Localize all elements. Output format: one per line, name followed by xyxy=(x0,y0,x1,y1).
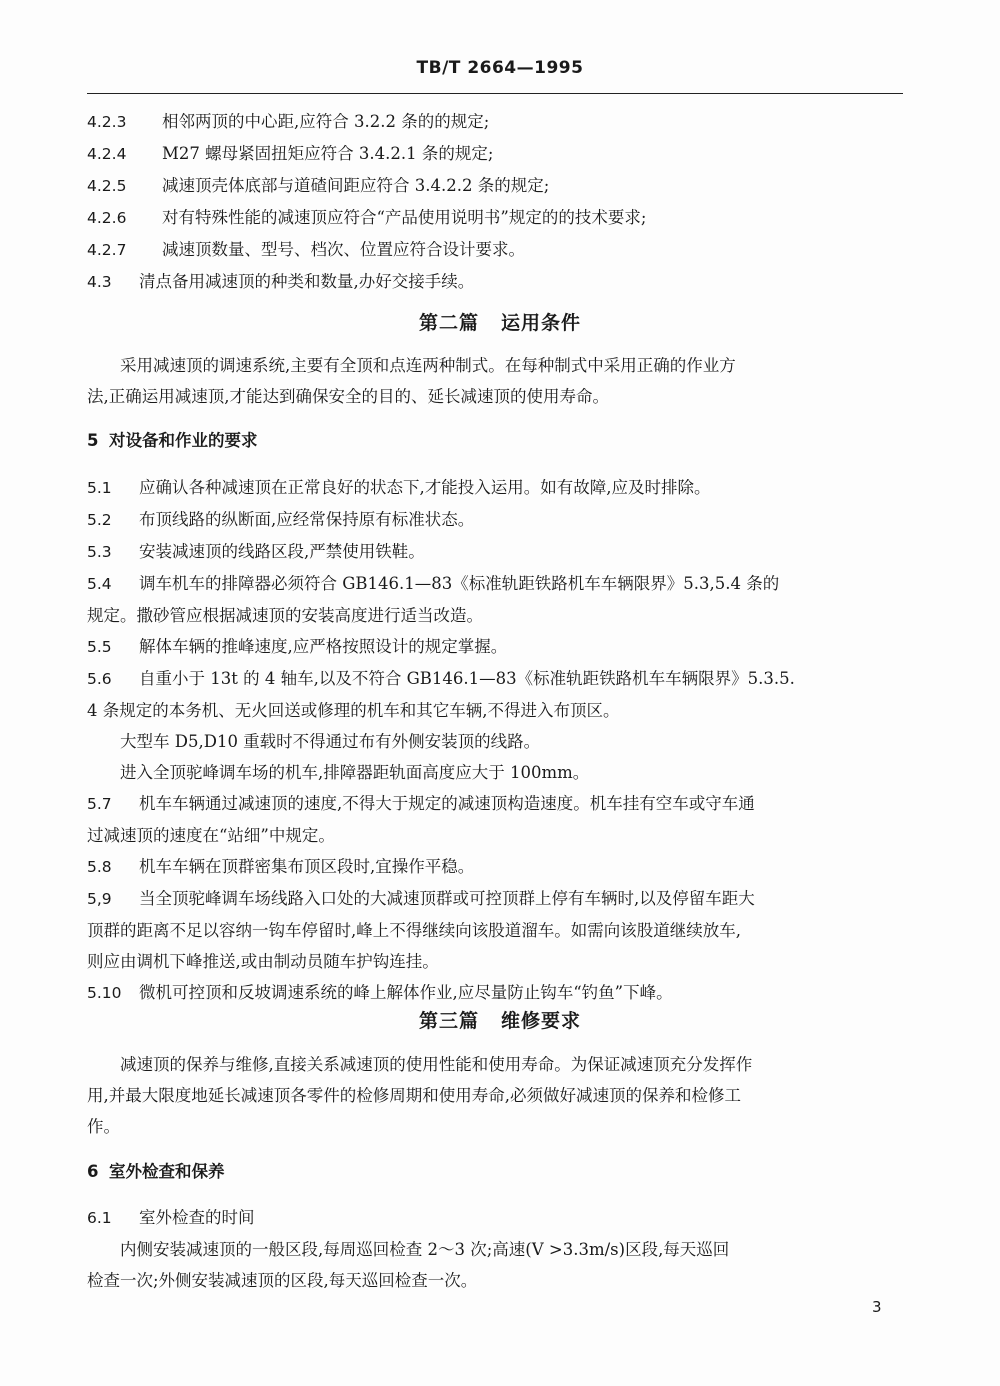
paragraph-line: 采用减速顶的调速系统,主要有全顶和点连两种制式。在每种制式中采用正确的作业方 xyxy=(120,356,736,375)
list-item xyxy=(87,851,909,883)
list-item xyxy=(87,202,909,234)
paragraph-line: 减速顶的保养与维修,直接关系减速顶的使用性能和使用寿命。为保证减速顶充分发挥作 xyxy=(120,1055,753,1074)
clause-number: 5.1 xyxy=(87,479,112,497)
clause-number: 4.2.3 xyxy=(87,113,127,131)
list-item xyxy=(87,977,909,1009)
page-number: 3 xyxy=(872,1298,882,1316)
list-item xyxy=(87,234,909,266)
clause-number: 5.5 xyxy=(87,638,112,656)
standard-header: TB/T 2664—1995 xyxy=(416,58,584,78)
section-items xyxy=(87,1202,909,1296)
clause-text: 机车车辆通过减速顶的速度,不得大于规定的减速顶构造速度。机车挂有空车或守车通 xyxy=(139,794,755,813)
clause-text: 当全顶驼峰调车场线路入口处的大减速顶群或可控顶群上停有车辆时,以及停留车距大 xyxy=(139,889,755,908)
clause-text: 安装减速顶的线路区段,严禁使用铁鞋。 xyxy=(139,542,425,561)
list-item xyxy=(87,883,909,915)
paragraph-line: 内侧安装减速顶的一般区段,每周巡回检查 2～3 次;高速(V >3.3m/s)区段,每天巡回 xyxy=(120,1240,730,1259)
part-intro xyxy=(87,350,909,412)
list-item xyxy=(87,536,909,568)
clause-text: 自重小于 13t 的 4 轴车,以及不符合 GB146.1—83《标准轨距铁路机车车辆限界》5.3.5. xyxy=(139,669,795,688)
section-title: 对设备和作业的要求 xyxy=(109,431,258,450)
clause-text: 调车机车的排障器必须符合 GB146.1—83《标准轨距铁路机车车辆限界》5.3,5.4 条的 xyxy=(139,574,780,593)
clause-number: 4.2.5 xyxy=(87,177,127,195)
clause-number: 4.3 xyxy=(87,273,112,291)
clause-text: 相邻两顶的中心距,应符合 3.2.2 条的的规定; xyxy=(162,112,490,131)
list-item xyxy=(87,170,909,202)
clause-text: 机车车辆在顶群密集布顶区段时,宜操作平稳。 xyxy=(139,857,475,876)
clause-number: 5.10 xyxy=(87,984,122,1002)
list-item xyxy=(87,631,909,663)
list-item xyxy=(87,663,909,695)
clause-text: 减速顶壳体底部与道碴间距应符合 3.4.2.2 条的规定; xyxy=(162,176,550,195)
clause-text: 对有特殊性能的减速顶应符合“产品使用说明书”规定的的技术要求; xyxy=(162,208,647,227)
part-title: 运用条件 xyxy=(501,312,582,334)
list-item xyxy=(87,1202,909,1234)
section-items xyxy=(87,472,909,1009)
clause-number: 6.1 xyxy=(87,1209,112,1227)
list-item xyxy=(87,266,909,298)
part-intro xyxy=(87,1049,909,1142)
list-item xyxy=(87,788,909,820)
clause-text: 布顶线路的纵断面,应经常保持原有标准状态。 xyxy=(139,510,475,529)
top-items xyxy=(87,106,909,298)
paragraph-line: 法,正确运用减速顶,才能达到确保安全的目的、延长减速顶的使用寿命。 xyxy=(87,387,609,406)
continuation-line: 过减速顶的速度在“站细”中规定。 xyxy=(87,826,335,845)
part-label: 第三篇 xyxy=(418,1010,479,1032)
clause-number: 5.3 xyxy=(87,543,112,561)
paragraph-line: 作。 xyxy=(87,1117,120,1136)
clause-text: 室外检查的时间 xyxy=(139,1208,255,1227)
list-item xyxy=(87,472,909,504)
clause-text: 微机可控顶和反坡调速系统的峰上解体作业,应尽量防止钩车“钓鱼”下峰。 xyxy=(139,983,673,1002)
clause-text: M27 螺母紧固扭矩应符合 3.4.2.1 条的规定; xyxy=(162,144,494,163)
list-item xyxy=(87,138,909,170)
section-number: 6 xyxy=(87,1162,99,1181)
clause-number: 5.6 xyxy=(87,670,112,688)
clause-number: 5.7 xyxy=(87,795,112,813)
part-label: 第二篇 xyxy=(418,312,479,334)
section-heading xyxy=(87,1156,909,1187)
clause-number: 4.2.6 xyxy=(87,209,127,227)
clause-text: 清点备用减速顶的种类和数量,办好交接手续。 xyxy=(139,272,475,291)
clause-text: 解体车辆的推峰速度,应严格按照设计的规定掌握。 xyxy=(139,637,508,656)
list-item xyxy=(87,568,909,600)
continuation-line: 顶群的距离不足以容纳一钩车停留时,峰上不得继续向该股道溜车。如需向该股道继续放车, xyxy=(87,921,741,940)
paragraph-line: 检查一次;外侧安装减速顶的区段,每天巡回检查一次。 xyxy=(87,1271,478,1290)
clause-number: 5.2 xyxy=(87,511,112,529)
continuation-line: 规定。撒砂管应根据减速顶的安装高度进行适当改造。 xyxy=(87,606,483,625)
clause-number: 4.2.7 xyxy=(87,241,127,259)
clause-number: 5,9 xyxy=(87,890,112,908)
clause-text: 应确认各种减速顶在正常良好的状态下,才能投入运用。如有故障,应及时排除。 xyxy=(139,478,711,497)
header-rule xyxy=(87,93,903,94)
part-heading xyxy=(0,308,1000,335)
section-heading xyxy=(87,425,909,456)
clause-text: 减速顶数量、型号、档次、位置应符合设计要求。 xyxy=(162,240,525,259)
part-title: 维修要求 xyxy=(501,1010,582,1032)
list-item xyxy=(87,504,909,536)
section-number: 5 xyxy=(87,431,99,450)
note-line: 大型车 D5,D10 重载时不得通过布有外侧安装顶的线路。 xyxy=(120,732,541,751)
clause-number: 5.8 xyxy=(87,858,112,876)
note-line: 进入全顶驼峰调车场的机车,排障器距轨面高度应大于 100mm。 xyxy=(120,763,590,782)
part-heading xyxy=(0,1006,1000,1033)
paragraph-line: 用,并最大限度地延长减速顶各零件的检修周期和使用寿命,必须做好减速顶的保养和检修工 xyxy=(87,1086,741,1105)
clause-number: 5.4 xyxy=(87,575,112,593)
list-item xyxy=(87,106,909,138)
continuation-line: 则应由调机下峰推送,或由制动员随车护钩连挂。 xyxy=(87,952,439,971)
continuation-line: 4 条规定的本务机、无火回送或修理的机车和其它车辆,不得进入布顶区。 xyxy=(87,701,620,720)
section-title: 室外检查和保养 xyxy=(109,1162,225,1181)
clause-number: 4.2.4 xyxy=(87,145,127,163)
